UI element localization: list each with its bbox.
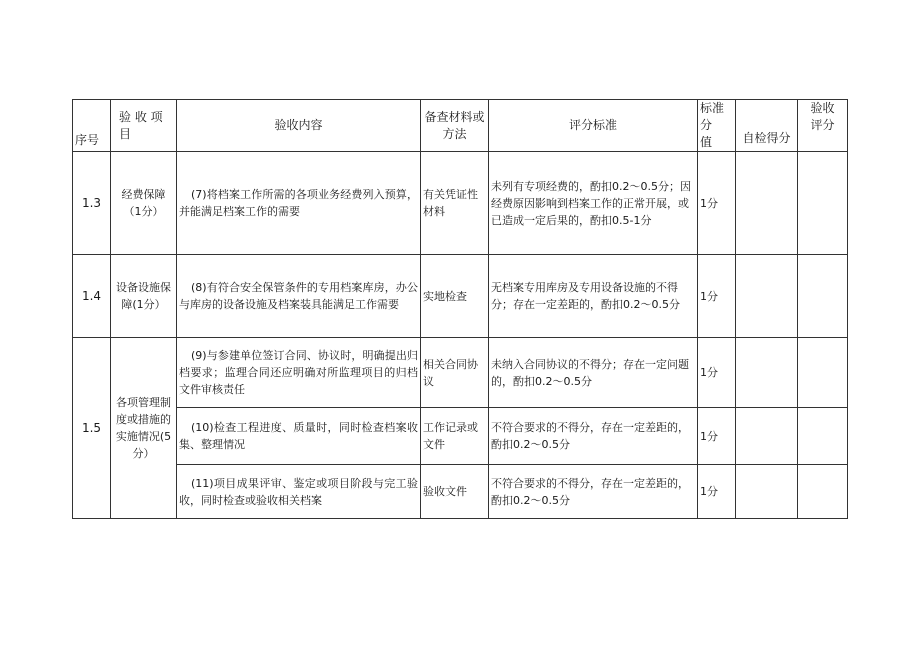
row-content-text: (7)将档案工作所需的各项业务经费列入预算，并能满足档案工作的需要 bbox=[179, 188, 418, 218]
header-std-score-line2: 值 bbox=[700, 135, 713, 149]
row-std-score: 1分 bbox=[698, 152, 736, 255]
header-accept-score-line1: 验收 bbox=[810, 101, 835, 115]
row-material: 相关合同协议 bbox=[421, 338, 489, 408]
table-header-row bbox=[73, 100, 848, 152]
row-content bbox=[177, 152, 421, 255]
row-std-score: 1分 bbox=[698, 465, 736, 519]
row-accept-score-cell[interactable] bbox=[798, 152, 848, 255]
row-seq: 1.3 bbox=[73, 152, 111, 255]
row-std-score: 1分 bbox=[698, 408, 736, 465]
header-accept-score-line2: 评分 bbox=[810, 118, 835, 132]
row-project: 经费保障（1分） bbox=[111, 152, 177, 255]
header-criteria: 评分标准 bbox=[489, 100, 698, 152]
header-self-score: 自检得分 bbox=[736, 100, 798, 152]
row-self-score-cell[interactable] bbox=[736, 465, 798, 519]
header-material-line2: 方法 bbox=[442, 126, 467, 141]
row-accept-score-cell[interactable] bbox=[798, 465, 848, 519]
acceptance-checklist-table bbox=[72, 99, 848, 519]
row-material: 工作记录或文件 bbox=[421, 408, 489, 465]
header-std-score-line1: 标准分 bbox=[700, 101, 725, 132]
row-seq: 1.5 bbox=[73, 338, 111, 519]
row-seq: 1.4 bbox=[73, 255, 111, 338]
row-project: 设备设施保障(1分） bbox=[111, 255, 177, 338]
table-row bbox=[73, 338, 848, 408]
header-accept-score bbox=[798, 100, 848, 152]
header-seq: 序号 bbox=[73, 100, 111, 152]
row-material: 有关凭证性材料 bbox=[421, 152, 489, 255]
header-std-score bbox=[698, 100, 736, 152]
row-accept-score-cell[interactable] bbox=[798, 408, 848, 465]
row-criteria: 未纳入合同协议的不得分；存在一定问题的，酌扣0.2～0.5分 bbox=[489, 338, 698, 408]
row-accept-score-cell[interactable] bbox=[798, 255, 848, 338]
table-row bbox=[73, 255, 848, 338]
header-project-line2: 目 bbox=[119, 126, 132, 141]
row-content-text: (9)与参建单位签订合同、协议时，明确提出归档要求；监理合同还应明确对所监理项目的归档文件审核责任 bbox=[179, 349, 418, 396]
row-criteria: 未列有专项经费的，酌扣0.2～0.5分；因经费原因影响到档案工作的正常开展，或已造成一定后果的，酌扣0.5-1分 bbox=[489, 152, 698, 255]
row-project: 各项管理制度或措施的实施情况(5分） bbox=[111, 338, 177, 519]
row-content-text: (10)检查工程进度、质量时，同时检查档案收集、整理情况 bbox=[179, 421, 418, 451]
row-self-score-cell[interactable] bbox=[736, 338, 798, 408]
row-material: 验收文件 bbox=[421, 465, 489, 519]
table-row bbox=[73, 465, 848, 519]
header-project-line1: 验 收 项 bbox=[119, 109, 163, 124]
row-content bbox=[177, 465, 421, 519]
table-row bbox=[73, 152, 848, 255]
header-material-line1: 备查材料或 bbox=[424, 109, 485, 124]
row-content bbox=[177, 338, 421, 408]
table-row bbox=[73, 408, 848, 465]
row-criteria: 无档案专用库房及专用设备设施的不得分；存在一定差距的，酌扣0.2～0.5分 bbox=[489, 255, 698, 338]
row-criteria: 不符合要求的不得分，存在一定差距的，酌扣0.2～0.5分 bbox=[489, 408, 698, 465]
header-content: 验收内容 bbox=[177, 100, 421, 152]
row-std-score: 1分 bbox=[698, 338, 736, 408]
acceptance-sheet bbox=[72, 99, 848, 519]
row-content-text: (8)有符合安全保管条件的专用档案库房，办公与库房的设备设施及档案装具能满足工作需要 bbox=[179, 281, 418, 311]
row-std-score: 1分 bbox=[698, 255, 736, 338]
row-accept-score-cell[interactable] bbox=[798, 338, 848, 408]
header-material bbox=[421, 100, 489, 152]
row-self-score-cell[interactable] bbox=[736, 255, 798, 338]
row-self-score-cell[interactable] bbox=[736, 152, 798, 255]
row-self-score-cell[interactable] bbox=[736, 408, 798, 465]
row-content bbox=[177, 255, 421, 338]
header-project bbox=[111, 100, 177, 152]
row-material: 实地检查 bbox=[421, 255, 489, 338]
row-content bbox=[177, 408, 421, 465]
row-content-text: (11)项目成果评审、鉴定或项目阶段与完工验收，同时检查或验收相关档案 bbox=[179, 476, 418, 507]
row-criteria: 不符合要求的不得分，存在一定差距的，酌扣0.2～0.5分 bbox=[489, 465, 698, 519]
